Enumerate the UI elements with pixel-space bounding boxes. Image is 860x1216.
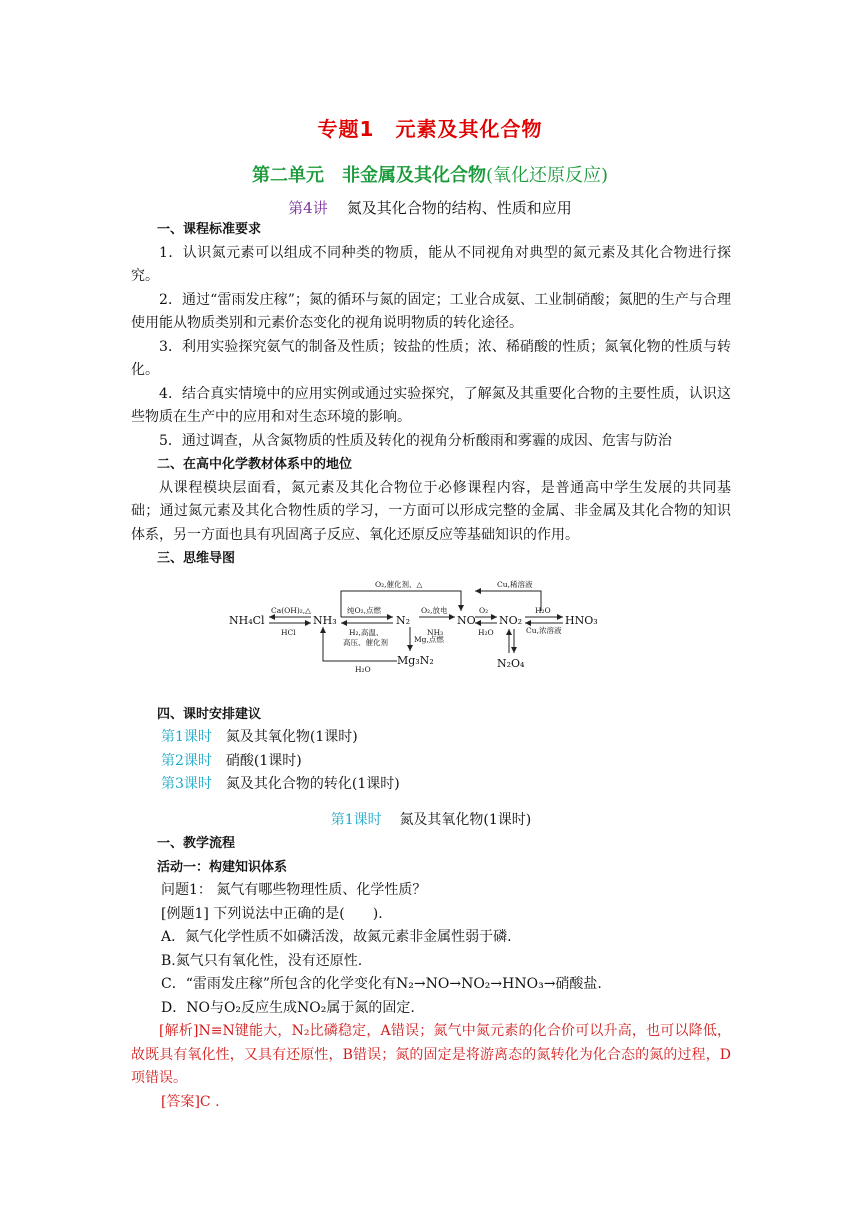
label-cu-dilute: Cu,稀溶液	[497, 579, 533, 589]
section-heading-mindmap: 三、思维导图	[157, 551, 236, 566]
arrow-head	[305, 620, 311, 626]
node-no: NO	[457, 613, 476, 627]
topic-title: 专题1 元素及其化合物	[317, 117, 543, 141]
standard-item: 2．通过“雷雨发庄稼”；氮的循环与氮的固定；工业合成氨、工业制硝酸；氮肥的生产与合理使用能从物质类别和元素价态变化的视角说明物质的转化途径。	[131, 291, 731, 331]
lesson-text: 氮及其化合物的转化(1课时)	[225, 776, 400, 792]
arrow-head	[449, 614, 455, 620]
label-h2-conditions: H₂,高温、	[349, 627, 384, 637]
label-pure-o2: 纯O₂,点燃	[347, 605, 382, 615]
arrow-head	[458, 605, 464, 611]
label-o2: O₂	[479, 605, 489, 615]
label-h2o: H₂O	[535, 605, 551, 615]
label-o2-spark: O₂,放电	[421, 605, 448, 615]
arrow-head	[407, 645, 413, 651]
label-hcl: HCl	[281, 627, 296, 637]
lesson-text: 硝酸(1课时)	[225, 752, 302, 769]
label-h2-conditions-2: 高压、催化剂	[343, 637, 388, 647]
lesson-row	[131, 726, 731, 750]
content-body	[131, 218, 731, 1114]
lesson1-heading	[131, 809, 731, 833]
lesson1-title: 氮及其氧化物(1课时)	[399, 811, 532, 828]
node-mg3n2: Mg₃N₂	[397, 653, 434, 667]
label-h2o: H₂O	[478, 627, 494, 637]
label-caoh2: Ca(OH)₂,△	[271, 605, 311, 615]
standard-item: 3．利用实验探究氨气的制备及性质；铵盐的性质；浓、稀硝酸的性质；氮氧化物的性质与转化。	[131, 338, 731, 378]
unit-title	[0, 161, 860, 187]
analysis-text: [解析]N≡N键能大，N₂比磷稳定，A错误；氮气中氮元素的化合价可以升高，也可以降低，故既具有氧化性，又具有还原性，B错误；氮的固定是将游离态的氮转化为化合态的氮的过程，D项错误。	[131, 1023, 731, 1086]
lecture-title	[0, 197, 860, 218]
node-nh4cl: NH₄Cl	[229, 613, 265, 627]
unit-title-main: 第二单元 非金属及其化合物	[251, 165, 486, 186]
lesson-label: 第1课时	[161, 729, 212, 745]
teaching-flow-heading: 一、教学流程	[157, 836, 236, 851]
option-b: B.氮气只有氧化性，没有还原性.	[161, 952, 363, 969]
lesson-label: 第3课时	[161, 776, 212, 792]
section-heading-position: 二、在高中化学教材体系中的地位	[157, 457, 353, 472]
lesson-text: 氮及其氧化物(1课时)	[225, 729, 358, 745]
standard-item: 4．结合真实情境中的应用实例或通过实验探究，了解氮及其重要化合物的主要性质，认识这些物质在生产中的应用和对生态环境的影响。	[131, 385, 731, 425]
option-d: D．NO与O₂反应生成NO₂属于氮的固定.	[161, 999, 415, 1016]
lesson-label: 第2课时	[161, 752, 212, 769]
arrow-head	[491, 614, 497, 620]
position-paragraph: 从课程模块层面看，氮元素及其化合物位于必修课程内容，是普通高中学生发展的共同基础；通过氮元素及其化合物性质的学习，一方面可以形成完整的金属、非金属及其化合物的知识体系，另一方面也具有巩固离子反应、氧化还原反应等基础知识的作用。	[131, 479, 731, 543]
arrow-head	[557, 614, 563, 620]
lecture-label: 第4讲	[288, 199, 328, 217]
standard-item: 5．通过调查，从含氮物质的性质及转化的视角分析酸雨和雾霾的成因、危害与防治	[159, 432, 672, 449]
arrow-head	[387, 614, 393, 620]
option-c: C．“雷雨发庄稼”所包含的化学变化有N₂→NO→NO₂→HNO₃→硝酸盐.	[161, 976, 602, 992]
label-nh3: NH₃	[427, 627, 444, 637]
section-heading-schedule: 四、课时安排建议	[157, 706, 262, 722]
option-a: A．氮气化学性质不如磷活泼，故氮元素非金属性弱于磷.	[161, 929, 512, 945]
mind-map	[229, 571, 649, 703]
lesson-row	[131, 750, 731, 774]
lesson-row	[131, 773, 731, 797]
question-text: 问题1： 氮气有哪些物理性质、化学性质？	[161, 882, 427, 898]
answer-text: [答案]C .	[161, 1093, 220, 1110]
mind-map-diagram	[229, 571, 649, 703]
section-heading-standards: 一、课程标准要求	[157, 222, 262, 237]
arrow-head	[506, 629, 512, 635]
node-nh3: NH₃	[313, 613, 337, 627]
node-n2: N₂	[396, 613, 411, 627]
label-cu-conc: Cu,浓溶液	[526, 625, 562, 635]
arrow-head	[341, 620, 347, 626]
label-o2-catalyst: O₂,催化剂、△	[375, 579, 423, 589]
arrow-head	[475, 588, 481, 594]
node-hno3: HNO₃	[565, 613, 598, 627]
arrow-head	[511, 647, 517, 653]
node-n2o4: N₂O₄	[497, 656, 525, 670]
node-no2: NO₂	[499, 613, 523, 627]
label-mg-burn: Mg,点燃	[414, 634, 444, 644]
arrow-head	[475, 620, 481, 626]
unit-title-paren: (氧化还原反应)	[485, 165, 609, 186]
standard-item: 1．认识氮元素可以组成不同种类的物质，能从不同视角对典型的氮元素及其化合物进行探究。	[131, 244, 731, 284]
lecture-name: 氮及其化合物的结构、性质和应用	[346, 199, 572, 217]
activity-heading: 活动一：构建知识体系	[157, 859, 288, 875]
lesson1-label: 第1课时	[330, 811, 382, 828]
lesson-schedule	[131, 726, 731, 797]
example-text: [例题1] 下列说法中正确的是( ).	[161, 905, 383, 922]
arrow-head	[320, 627, 326, 633]
label-h2o: H₂O	[355, 664, 371, 674]
